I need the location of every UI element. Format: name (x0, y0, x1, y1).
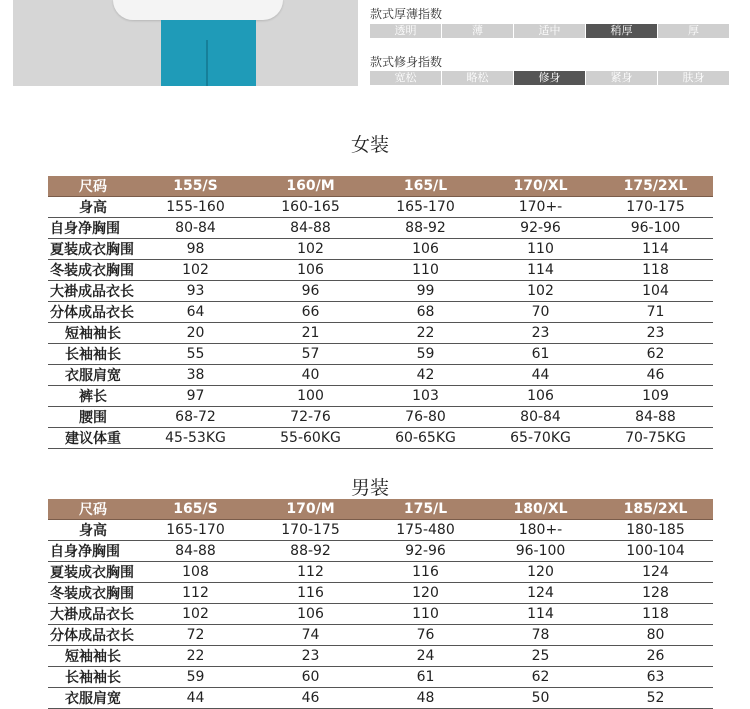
table-cell: 21 (253, 323, 368, 344)
table-cell: 124 (483, 583, 598, 604)
size-header: 185/2XL (598, 499, 713, 520)
thickness-scale (370, 24, 729, 38)
table-cell: 72-76 (253, 407, 368, 428)
size-header: 160/M (253, 176, 368, 197)
table-cell: 106 (253, 604, 368, 625)
table-cell: 60 (253, 667, 368, 688)
table-row (48, 520, 713, 541)
table-row (48, 625, 713, 646)
table-row (48, 239, 713, 260)
size-header: 170/XL (483, 176, 598, 197)
thickness-option: 透明 (370, 24, 441, 38)
table-cell: 116 (253, 583, 368, 604)
size-header: 165/L (368, 176, 483, 197)
table-cell: 70-75KG (598, 428, 713, 449)
table-cell: 38 (138, 365, 253, 386)
table-cell: 114 (483, 604, 598, 625)
fit-option: 修身 (514, 71, 585, 85)
table-cell: 80 (598, 625, 713, 646)
table-cell: 104 (598, 281, 713, 302)
row-label: 自身净胸围 (48, 218, 138, 239)
blue-scrub-pants (161, 20, 256, 86)
table-row (48, 583, 713, 604)
table-row (48, 688, 713, 709)
table-cell: 65-70KG (483, 428, 598, 449)
size-column-header: 尺码 (48, 176, 138, 197)
table-cell: 120 (483, 562, 598, 583)
thickness-option: 薄 (442, 24, 513, 38)
table-cell: 106 (253, 260, 368, 281)
table-cell: 106 (368, 239, 483, 260)
table-cell: 96-100 (598, 218, 713, 239)
table-cell: 63 (598, 667, 713, 688)
table-cell: 52 (598, 688, 713, 709)
women-section-title: 女装 (350, 134, 389, 156)
table-cell: 62 (483, 667, 598, 688)
table-header-row (48, 176, 713, 197)
men-size-table (48, 499, 713, 709)
table-cell: 106 (483, 386, 598, 407)
thickness-option: 稍厚 (586, 24, 657, 38)
table-cell: 112 (253, 562, 368, 583)
table-cell: 68 (368, 302, 483, 323)
table-cell: 92-96 (368, 541, 483, 562)
table-row (48, 386, 713, 407)
table-cell: 23 (598, 323, 713, 344)
table-cell: 165-170 (368, 197, 483, 218)
row-label: 长袖袖长 (48, 344, 138, 365)
row-label: 建议体重 (48, 428, 138, 449)
row-label: 冬装成衣胸围 (48, 260, 138, 281)
table-cell: 180-185 (598, 520, 713, 541)
table-row (48, 218, 713, 239)
table-row (48, 323, 713, 344)
table-cell: 110 (483, 239, 598, 260)
table-cell: 78 (483, 625, 598, 646)
table-cell: 60-65KG (368, 428, 483, 449)
table-cell: 70 (483, 302, 598, 323)
table-cell: 80-84 (138, 218, 253, 239)
row-label: 夏装成衣胸围 (48, 239, 138, 260)
thickness-option: 厚 (658, 24, 729, 38)
table-cell: 118 (598, 260, 713, 281)
table-cell: 116 (368, 562, 483, 583)
table-cell: 88-92 (368, 218, 483, 239)
size-header: 175/L (368, 499, 483, 520)
table-row (48, 562, 713, 583)
table-cell: 175-480 (368, 520, 483, 541)
table-cell: 124 (598, 562, 713, 583)
table-cell: 71 (598, 302, 713, 323)
table-cell: 155-160 (138, 197, 253, 218)
fit-option: 紧身 (586, 71, 657, 85)
table-cell: 170-175 (253, 520, 368, 541)
table-row (48, 197, 713, 218)
table-row (48, 260, 713, 281)
table-cell: 45-53KG (138, 428, 253, 449)
table-cell: 20 (138, 323, 253, 344)
table-row (48, 541, 713, 562)
table-cell: 128 (598, 583, 713, 604)
table-row (48, 281, 713, 302)
white-coat-hem (113, 0, 283, 20)
women-size-table (48, 176, 713, 449)
table-row (48, 428, 713, 449)
table-cell: 102 (138, 260, 253, 281)
size-header: 155/S (138, 176, 253, 197)
table-cell: 110 (368, 260, 483, 281)
table-cell: 48 (368, 688, 483, 709)
size-header: 180/XL (483, 499, 598, 520)
row-label: 分体成品衣长 (48, 302, 138, 323)
table-row (48, 302, 713, 323)
table-cell: 98 (138, 239, 253, 260)
table-cell: 102 (253, 239, 368, 260)
table-cell: 170+- (483, 197, 598, 218)
table-cell: 76 (368, 625, 483, 646)
thickness-option: 适中 (514, 24, 585, 38)
table-cell: 72 (138, 625, 253, 646)
table-cell: 50 (483, 688, 598, 709)
size-header: 170/M (253, 499, 368, 520)
row-label: 衣服肩宽 (48, 365, 138, 386)
table-cell: 42 (368, 365, 483, 386)
table-row (48, 407, 713, 428)
table-cell: 26 (598, 646, 713, 667)
size-column-header: 尺码 (48, 499, 138, 520)
table-cell: 84-88 (598, 407, 713, 428)
table-cell: 68-72 (138, 407, 253, 428)
table-cell: 44 (138, 688, 253, 709)
fit-index-title: 款式修身指数 (370, 55, 443, 69)
table-cell: 46 (253, 688, 368, 709)
table-cell: 59 (368, 344, 483, 365)
table-cell: 97 (138, 386, 253, 407)
row-label: 身高 (48, 197, 138, 218)
thickness-index-title: 款式厚薄指数 (370, 7, 443, 21)
fit-scale (370, 71, 729, 85)
table-cell: 74 (253, 625, 368, 646)
table-cell: 62 (598, 344, 713, 365)
row-label: 夏装成衣胸围 (48, 562, 138, 583)
row-label: 身高 (48, 520, 138, 541)
table-cell: 99 (368, 281, 483, 302)
product-photo (13, 0, 358, 86)
table-cell: 180+- (483, 520, 598, 541)
table-cell: 120 (368, 583, 483, 604)
table-header-row (48, 499, 713, 520)
table-cell: 23 (253, 646, 368, 667)
table-cell: 118 (598, 604, 713, 625)
table-row (48, 646, 713, 667)
row-label: 大褂成品衣长 (48, 281, 138, 302)
table-cell: 96 (253, 281, 368, 302)
table-cell: 108 (138, 562, 253, 583)
table-cell: 112 (138, 583, 253, 604)
row-label: 短袖袖长 (48, 323, 138, 344)
table-cell: 84-88 (253, 218, 368, 239)
men-section-title: 男装 (350, 477, 389, 499)
table-cell: 88-92 (253, 541, 368, 562)
table-cell: 93 (138, 281, 253, 302)
table-cell: 61 (368, 667, 483, 688)
table-cell: 23 (483, 323, 598, 344)
table-cell: 100-104 (598, 541, 713, 562)
table-row (48, 604, 713, 625)
size-header: 175/2XL (598, 176, 713, 197)
table-row (48, 365, 713, 386)
table-cell: 160-165 (253, 197, 368, 218)
table-cell: 96-100 (483, 541, 598, 562)
table-cell: 24 (368, 646, 483, 667)
table-cell: 114 (483, 260, 598, 281)
row-label: 短袖袖长 (48, 646, 138, 667)
table-cell: 22 (368, 323, 483, 344)
row-label: 长袖袖长 (48, 667, 138, 688)
table-cell: 109 (598, 386, 713, 407)
table-cell: 46 (598, 365, 713, 386)
table-cell: 55-60KG (253, 428, 368, 449)
table-cell: 44 (483, 365, 598, 386)
row-label: 衣服肩宽 (48, 688, 138, 709)
table-cell: 61 (483, 344, 598, 365)
table-cell: 114 (598, 239, 713, 260)
table-cell: 103 (368, 386, 483, 407)
table-row (48, 667, 713, 688)
table-cell: 55 (138, 344, 253, 365)
table-cell: 80-84 (483, 407, 598, 428)
table-cell: 102 (483, 281, 598, 302)
row-label: 腰围 (48, 407, 138, 428)
table-cell: 92-96 (483, 218, 598, 239)
table-cell: 57 (253, 344, 368, 365)
size-header: 165/S (138, 499, 253, 520)
row-label: 大褂成品衣长 (48, 604, 138, 625)
table-cell: 64 (138, 302, 253, 323)
table-cell: 22 (138, 646, 253, 667)
row-label: 裤长 (48, 386, 138, 407)
table-cell: 170-175 (598, 197, 713, 218)
table-cell: 76-80 (368, 407, 483, 428)
fit-option: 略松 (442, 71, 513, 85)
table-cell: 66 (253, 302, 368, 323)
table-cell: 110 (368, 604, 483, 625)
table-cell: 102 (138, 604, 253, 625)
table-cell: 165-170 (138, 520, 253, 541)
row-label: 分体成品衣长 (48, 625, 138, 646)
row-label: 冬装成衣胸围 (48, 583, 138, 604)
table-row (48, 344, 713, 365)
fit-option: 肤身 (658, 71, 729, 85)
table-cell: 59 (138, 667, 253, 688)
table-cell: 25 (483, 646, 598, 667)
fit-option: 宽松 (370, 71, 441, 85)
table-cell: 40 (253, 365, 368, 386)
table-cell: 100 (253, 386, 368, 407)
row-label: 自身净胸围 (48, 541, 138, 562)
table-cell: 84-88 (138, 541, 253, 562)
